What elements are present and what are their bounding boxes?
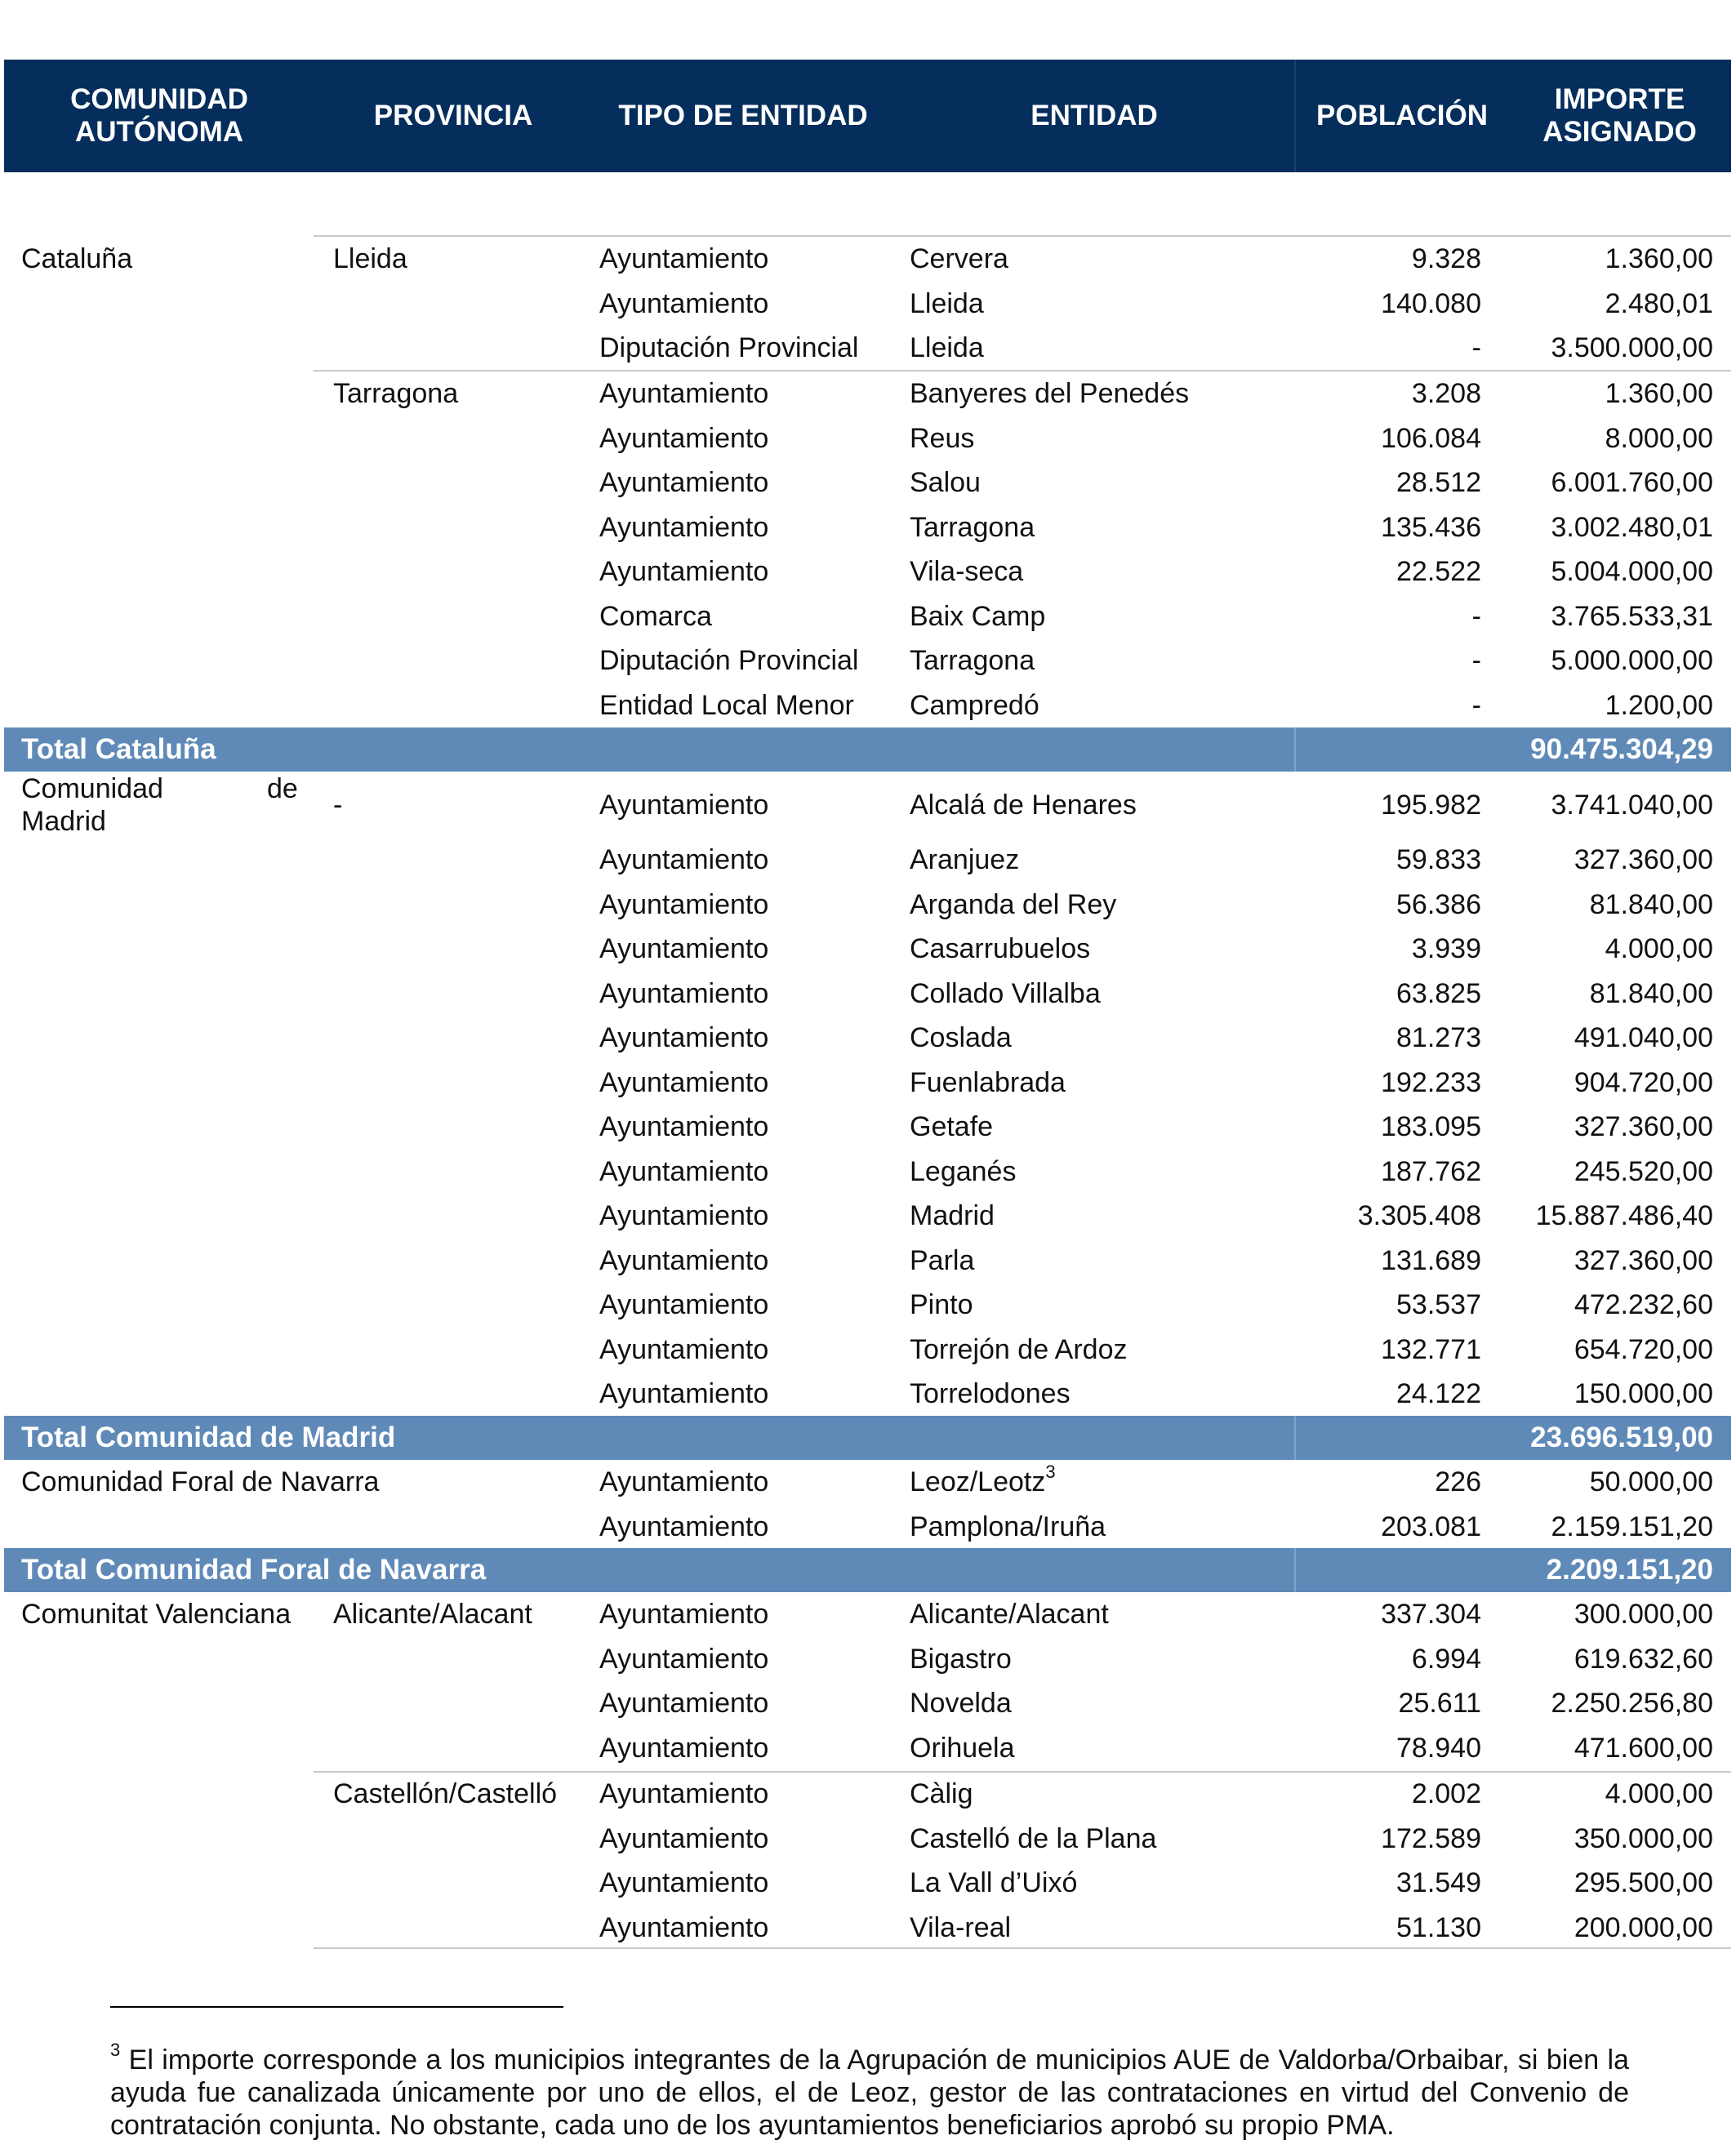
poblacion-cell: - — [1471, 689, 1481, 721]
provincia-alicante: Alicante/Alacant — [333, 1599, 532, 1630]
importe-cell: 3.002.480,01 — [1551, 511, 1713, 543]
table-row — [0, 549, 1736, 594]
comunidad-cataluna: Cataluña — [21, 243, 133, 274]
table-row — [0, 594, 1736, 638]
footnote-rule — [110, 2006, 563, 2008]
importe-cell: 200.000,00 — [1574, 1911, 1713, 1943]
tipo-cell: Ayuntamiento — [599, 1066, 769, 1098]
table-row — [0, 505, 1736, 549]
tipo-cell: Ayuntamiento — [599, 287, 769, 319]
tipo-cell: Ayuntamiento — [599, 1732, 769, 1764]
tipo-cell: Entidad Local Menor — [599, 689, 854, 721]
poblacion-cell: 337.304 — [1381, 1599, 1481, 1630]
importe-cell: 1.200,00 — [1605, 689, 1713, 721]
entidad-cell: Castelló de la Plana — [910, 1822, 1157, 1854]
poblacion-cell: 63.825 — [1396, 977, 1481, 1009]
importe-cell: 619.632,60 — [1574, 1643, 1713, 1675]
tipo-cell: Ayuntamiento — [599, 556, 769, 587]
poblacion-cell: 187.762 — [1381, 1155, 1481, 1187]
poblacion-cell: 226 — [1435, 1466, 1481, 1497]
poblacion-cell: 203.081 — [1381, 1511, 1481, 1542]
table-row — [0, 783, 1736, 827]
tipo-cell: Ayuntamiento — [599, 1867, 769, 1898]
importe-cell: 81.840,00 — [1589, 888, 1713, 920]
entidad-cell: Collado Villalba — [910, 977, 1101, 1009]
tipo-cell: Ayuntamiento — [599, 467, 769, 498]
entidad-cell: Reus — [910, 422, 975, 454]
entidad-cell: Aranjuez — [910, 844, 1020, 875]
footnote — [110, 2039, 1630, 2142]
entidad-cell: Torrelodones — [910, 1378, 1071, 1409]
tipo-cell: Ayuntamiento — [599, 1643, 769, 1675]
poblacion-cell: 2.002 — [1411, 1778, 1481, 1809]
comunidad-madrid-line1b: de — [267, 773, 298, 804]
entidad-cell: Tarragona — [910, 645, 1035, 676]
entidad-cell: Parla — [910, 1244, 975, 1276]
importe-cell: 327.360,00 — [1574, 1111, 1713, 1142]
tipo-cell: Ayuntamiento — [599, 1822, 769, 1854]
table-row — [0, 326, 1736, 370]
importe-cell: 1.360,00 — [1605, 378, 1713, 409]
table-row — [0, 1194, 1736, 1238]
importe-cell: 3.765.533,31 — [1551, 600, 1713, 632]
entidad-cell: La Vall d’Uixó — [910, 1867, 1078, 1898]
poblacion-cell: 28.512 — [1396, 467, 1481, 498]
poblacion-cell: 31.549 — [1396, 1867, 1481, 1898]
poblacion-cell: 3.305.408 — [1357, 1200, 1481, 1231]
entidad-cell: Baix Camp — [910, 600, 1046, 632]
importe-cell: 350.000,00 — [1574, 1822, 1713, 1854]
entidad-cell: Leganés — [910, 1155, 1017, 1187]
importe-cell: 4.000,00 — [1605, 933, 1713, 964]
poblacion-cell: 183.095 — [1381, 1111, 1481, 1142]
poblacion-cell: 132.771 — [1381, 1333, 1481, 1365]
entidad-cell: Getafe — [910, 1111, 994, 1142]
table-row — [0, 461, 1736, 505]
total-label: Total Comunidad de Madrid — [21, 1422, 396, 1453]
tipo-cell: Ayuntamiento — [599, 977, 769, 1009]
poblacion-cell: 6.994 — [1411, 1643, 1481, 1675]
entidad-cell: Novelda — [910, 1688, 1012, 1719]
entidad-cell: Tarragona — [910, 511, 1035, 543]
total-value: 90.475.304,29 — [1530, 733, 1713, 765]
importe-cell: 2.250.256,80 — [1551, 1688, 1713, 1719]
entidad-cell: Torrejón de Ardoz — [910, 1333, 1128, 1365]
importe-cell: 327.360,00 — [1574, 1244, 1713, 1276]
comunidad-madrid-line2: Madrid — [21, 806, 106, 837]
poblacion-cell: 25.611 — [1398, 1688, 1481, 1719]
poblacion-cell: 9.328 — [1411, 243, 1481, 274]
poblacion-cell: 59.833 — [1396, 844, 1481, 875]
table-row — [0, 416, 1736, 461]
importe-cell: 50.000,00 — [1589, 1466, 1713, 1497]
entidad-cell: Orihuela — [910, 1732, 1015, 1764]
importe-cell: 654.720,00 — [1574, 1333, 1713, 1365]
tipo-cell: Ayuntamiento — [599, 1911, 769, 1943]
entidad-cell: Càlig — [910, 1778, 973, 1809]
importe-cell: 300.000,00 — [1574, 1599, 1713, 1630]
importe-cell: 471.600,00 — [1574, 1732, 1713, 1764]
poblacion-cell: 81.273 — [1396, 1022, 1481, 1053]
total-divider — [1294, 727, 1296, 772]
header-comunidad: COMUNIDAD AUTÓNOMA — [70, 83, 248, 148]
table-row — [0, 883, 1736, 927]
importe-cell: 295.500,00 — [1574, 1867, 1713, 1898]
entidad-cell: Vila-seca — [910, 556, 1024, 587]
table-row — [0, 1726, 1736, 1770]
table-row — [0, 1772, 1736, 1816]
poblacion-cell: 195.982 — [1381, 790, 1481, 821]
importe-cell: 3.500.000,00 — [1551, 332, 1713, 363]
total-divider — [1294, 1416, 1296, 1460]
tipo-cell: Ayuntamiento — [599, 511, 769, 543]
tipo-cell: Ayuntamiento — [599, 1289, 769, 1320]
entidad-cell: Casarrubuelos — [910, 933, 1091, 964]
poblacion-cell: 172.589 — [1381, 1822, 1481, 1854]
header-entidad: ENTIDAD — [1030, 100, 1158, 131]
entidad-cell: Banyeres del Penedés — [910, 378, 1190, 409]
entidad-cell: Lleida — [910, 287, 984, 319]
importe-cell: 904.720,00 — [1574, 1066, 1713, 1098]
table-row — [0, 1505, 1736, 1549]
importe-cell: 245.520,00 — [1574, 1155, 1713, 1187]
entidad-cell: Cervera — [910, 243, 1008, 274]
poblacion-cell: 3.939 — [1411, 933, 1481, 964]
tipo-cell: Ayuntamiento — [599, 378, 769, 409]
entidad-cell: Fuenlabrada — [910, 1066, 1066, 1098]
importe-cell: 5.004.000,00 — [1551, 556, 1713, 587]
table-row — [0, 1681, 1736, 1725]
total-divider — [1294, 1548, 1296, 1592]
tipo-cell: Ayuntamiento — [599, 790, 769, 821]
tipo-cell: Ayuntamiento — [599, 1466, 769, 1497]
importe-cell: 327.360,00 — [1574, 844, 1713, 875]
tipo-cell: Ayuntamiento — [599, 1778, 769, 1809]
table-bottom-rule — [314, 1947, 1731, 1949]
importe-cell: 81.840,00 — [1589, 977, 1713, 1009]
table-row — [0, 1372, 1736, 1416]
entidad-cell: Bigastro — [910, 1643, 1012, 1675]
header-importe: IMPORTE ASIGNADO — [1542, 83, 1697, 148]
total-value: 23.696.519,00 — [1530, 1422, 1713, 1453]
importe-cell: 1.360,00 — [1605, 243, 1713, 274]
table-row — [0, 1328, 1736, 1372]
tipo-cell: Ayuntamiento — [599, 243, 769, 274]
total-madrid-row — [4, 1416, 1731, 1460]
entidad-cell: Vila-real — [910, 1911, 1012, 1943]
tipo-cell: Comarca — [599, 600, 712, 632]
header-poblacion: POBLACIÓN — [1316, 100, 1488, 131]
total-label: Total Cataluña — [21, 733, 216, 765]
table-row — [0, 372, 1736, 416]
table-row — [0, 237, 1736, 281]
tipo-cell: Ayuntamiento — [599, 888, 769, 920]
tipo-cell: Ayuntamiento — [599, 1511, 769, 1542]
entidad-cell: Alcalá de Henares — [910, 790, 1137, 821]
table-row — [0, 1016, 1736, 1060]
importe-cell: 2.480,01 — [1605, 287, 1713, 319]
table-row — [0, 1861, 1736, 1905]
comunidad-madrid-line1: Comunidad — [21, 773, 163, 804]
entidad-cell: Pamplona/Iruña — [910, 1511, 1106, 1542]
poblacion-cell: 140.080 — [1381, 287, 1481, 319]
importe-cell: 150.000,00 — [1574, 1378, 1713, 1409]
tipo-cell: Ayuntamiento — [599, 1111, 769, 1142]
poblacion-cell: 135.436 — [1381, 511, 1481, 543]
footnote-mark: 3 — [110, 2039, 121, 2060]
importe-cell: 472.232,60 — [1574, 1289, 1713, 1320]
entidad-cell: Coslada — [910, 1022, 1012, 1053]
importe-cell: 15.887.486,40 — [1535, 1200, 1713, 1231]
total-label: Total Comunidad Foral de Navarra — [21, 1554, 487, 1586]
poblacion-cell: 51.130 — [1396, 1911, 1481, 1943]
poblacion-cell: 106.084 — [1381, 422, 1481, 454]
table-row — [0, 1817, 1736, 1861]
table-row — [0, 1460, 1736, 1504]
poblacion-cell: - — [1471, 600, 1481, 632]
entidad-cell: Alicante/Alacant — [910, 1599, 1109, 1630]
poblacion-cell: - — [1471, 332, 1481, 363]
table-row — [0, 1105, 1736, 1149]
footnote-text: El importe corresponde a los municipios integrantes de la Agrupación de municipios AUE de Valdorba/Orbaibar, si bien la ayuda fue canalizada únicamente por uno de ellos, el de Leoz, gestor de las contrataciones en virtud del Convenio de contratación conjunta. No obstante, cada uno de los ayuntamientos beneficiarios aprobó su propio PMA. — [110, 2044, 1630, 2141]
entidad-cell: Leoz/Leotz$^3$ — [910, 1461, 1056, 1497]
entidad-cell: Madrid — [910, 1200, 995, 1231]
importe-cell: 3.741.040,00 — [1551, 790, 1713, 821]
table-row — [0, 1637, 1736, 1681]
poblacion-cell: 24.122 — [1396, 1378, 1481, 1409]
poblacion-cell: 3.208 — [1411, 378, 1481, 409]
table-row — [0, 683, 1736, 727]
tipo-cell: Ayuntamiento — [599, 844, 769, 875]
table-row — [0, 282, 1736, 326]
importe-cell: 491.040,00 — [1574, 1022, 1713, 1053]
total-cataluna-row — [4, 727, 1731, 772]
tipo-cell: Ayuntamiento — [599, 933, 769, 964]
poblacion-cell: - — [1471, 645, 1481, 676]
tipo-cell: Ayuntamiento — [599, 1244, 769, 1276]
total-value: 2.209.151,20 — [1546, 1554, 1713, 1586]
tipo-cell: Ayuntamiento — [599, 1155, 769, 1187]
importe-cell: 8.000,00 — [1605, 422, 1713, 454]
poblacion-cell: 53.537 — [1396, 1289, 1481, 1320]
header-provincia: PROVINCIA — [373, 100, 533, 131]
poblacion-cell: 22.522 — [1396, 556, 1481, 587]
table-row — [0, 1283, 1736, 1327]
poblacion-cell: 56.386 — [1396, 888, 1481, 920]
tipo-cell: Ayuntamiento — [599, 1599, 769, 1630]
tipo-cell: Ayuntamiento — [599, 422, 769, 454]
table-row — [0, 638, 1736, 683]
table-row — [0, 1061, 1736, 1105]
table-header — [4, 60, 1731, 172]
table-row — [0, 972, 1736, 1016]
importe-cell: 6.001.760,00 — [1551, 467, 1713, 498]
poblacion-cell: 192.233 — [1381, 1066, 1481, 1098]
tipo-cell: Ayuntamiento — [599, 1333, 769, 1365]
entidad-cell: Lleida — [910, 332, 984, 363]
table-row — [0, 1592, 1736, 1636]
importe-cell: 2.159.151,20 — [1551, 1511, 1713, 1542]
entidad-cell: Arganda del Rey — [910, 888, 1117, 920]
tipo-cell: Diputación Provincial — [599, 645, 859, 676]
provincia-madrid: - — [333, 790, 343, 821]
tipo-cell: Diputación Provincial — [599, 332, 859, 363]
poblacion-cell: 78.940 — [1396, 1732, 1481, 1764]
poblacion-cell: 131.689 — [1381, 1244, 1481, 1276]
comunidad-valenciana: Comunitat Valenciana — [21, 1599, 292, 1630]
table-row — [0, 1906, 1736, 1950]
table-row — [0, 1150, 1736, 1194]
total-navarra-row — [4, 1548, 1731, 1592]
entidad-cell: Campredó — [910, 689, 1039, 721]
importe-cell: 5.000.000,00 — [1551, 645, 1713, 676]
table-row — [0, 1239, 1736, 1283]
tipo-cell: Ayuntamiento — [599, 1022, 769, 1053]
entidad-cell: Salou — [910, 467, 981, 498]
importe-cell: 4.000,00 — [1605, 1778, 1713, 1809]
provincia-tarragona: Tarragona — [333, 378, 459, 409]
comunidad-navarra: Comunidad Foral de Navarra — [21, 1466, 380, 1497]
header-tipo: TIPO DE ENTIDAD — [618, 100, 868, 131]
table-row — [0, 838, 1736, 882]
table-row — [0, 927, 1736, 971]
provincia-lleida: Lleida — [333, 243, 407, 274]
tipo-cell: Ayuntamiento — [599, 1688, 769, 1719]
provincia-castellon: Castellón/Castelló — [333, 1778, 558, 1809]
entidad-cell: Pinto — [910, 1289, 973, 1320]
tipo-cell: Ayuntamiento — [599, 1200, 769, 1231]
tipo-cell: Ayuntamiento — [599, 1378, 769, 1409]
